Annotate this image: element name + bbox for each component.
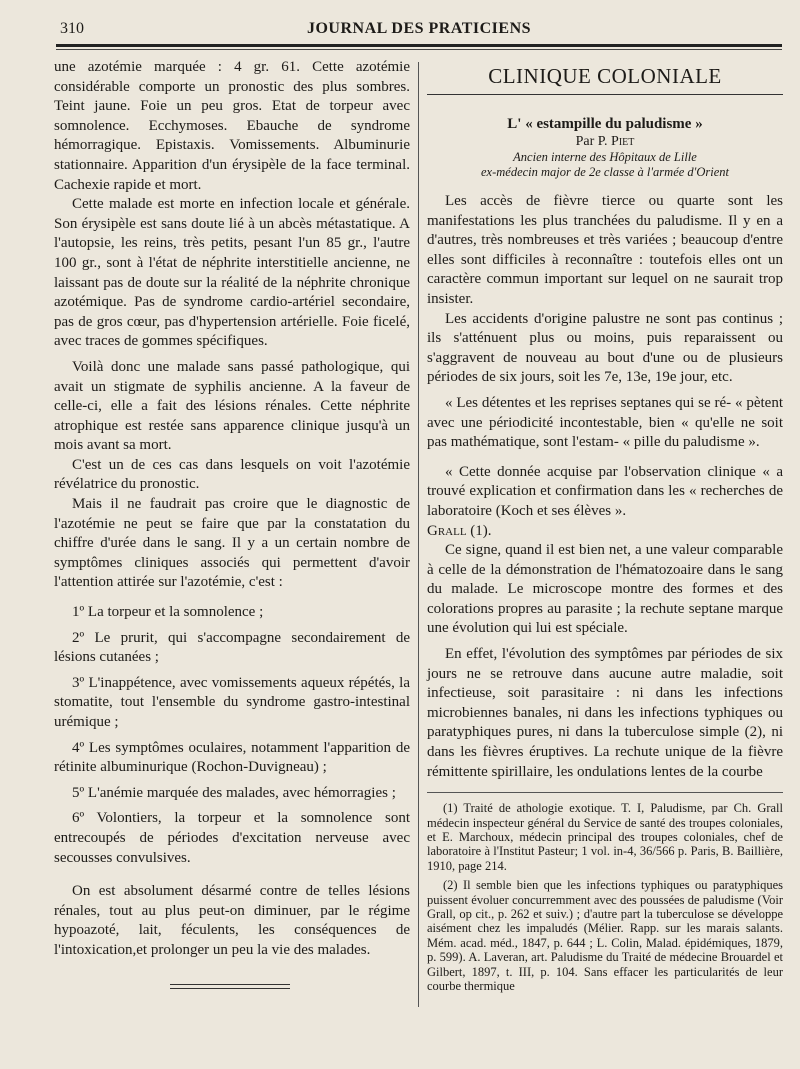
left-paragraph-6: On est absolument désarmé contre de telles lésions rénales, tout au plus peut-on diminuer, par le régime hypoazoté, lait, féculents, les conséquences de l'intoxication,et prolonger un peu la vie des malades. xyxy=(54,883,410,958)
left-column xyxy=(54,58,410,961)
column-divider xyxy=(418,62,419,1007)
right-paragraph-3: Ce signe, quand il est bien net, a une valeur comparable à celle de la démonstration de l'hématozoaire dans le sang du malade. Le microscope montre des formes et des colorations propres au parasite ; la rechute septane marque une évolution qui lui est spéciale. xyxy=(427,542,783,637)
section-underline xyxy=(427,94,783,95)
footnote-2: (2) Il semble bien que les infections typhiques ou paratyphiques puissent évoluer concurremment avec des poussées de paludisme (Voir Grall, op cit., p. 262 et suiv.) ; d'autre part la tuberculose se développe aisément chez les impaludés (Mélier. Rapp. sur les marais salants. Mém. acad. méd., 1847, p. 644 ; L. Colin, Malad. épidémiques, 1879, p. 599). A. Laveran, art. Paludisme du Traité de médecine Brouardel et Gilbert, 1897, t. III, p. 104. Sans effacer les particularités de leur courbe thermique xyxy=(427,878,783,994)
right-column xyxy=(427,58,783,994)
left-paragraph-3: Voilà donc une malade sans passé pathologique, qui avait un stigmate de syphilis ancienne. A la faveur de celle-ci, elle a fait des lésions rénales. Cette néphrite atrophique est restée sans apparence clinique jusqu'à un mois avant sa mort. xyxy=(54,358,410,454)
page-header xyxy=(60,16,778,46)
end-rule-2 xyxy=(170,988,290,989)
end-rule xyxy=(170,984,290,985)
quote-2: « Cette donnée acquise par l'observation clinique « a trouvé explication et confirmation dans les « recherches de laboratoire (Koch et ses élèves ». xyxy=(427,463,783,519)
list-item: 1º La torpeur et la somnolence ; xyxy=(72,604,264,621)
list-item: 4º Les symptômes oculaires, notamment l'apparition de rétinite albuminurique (Rochon-Duvigneau) ; xyxy=(54,739,410,776)
right-paragraph-1: Les accès de fièvre tierce ou quarte sont les manifestations les plus tranchées du paludisme. Il y en a d'autres, très nombreuses et très variées ; beaucoup d'entre elles sont difficiles à reconnaître : toutefois elles ont un caractère commun important sur lequel on ne saurait trop insister. xyxy=(427,193,783,307)
left-paragraph-5: Mais il ne faudrait pas croire que le diagnostic de l'azotémie ne peut se faire que par la constatation du chiffre d'urée dans le sang. Il y a un certain nombre de symptômes cliniques associés qui permettent d'avoir l'attention attirée sur l'azotémie, c'est : xyxy=(54,496,410,591)
list-item: 2º Le prurit, qui s'accompagne secondairement de lésions cutanées ; xyxy=(54,629,410,666)
header-rule-thin xyxy=(56,49,782,50)
left-paragraph-1: une azotémie marquée : 4 gr. 61. Cette azotémie considérable comporte un pronostic des plus sombres. Teint jaune. Foie un peu gros. Etat de torpeur avec somnolence. Ecchymoses. Ebauche de syndrome hémorragique. Epistaxis. Vomissements. Albuminurie stationnaire. Apparition d'un érysipèle de la face terminal. Cachexie rapide et mort. xyxy=(54,59,410,193)
list-item: 3º L'inappétence, avec vomissements aqueux répétés, la stomatite, tout l'ensemble du syndrome gastro-intestinal urémique ; xyxy=(54,674,410,730)
byline xyxy=(427,133,783,150)
quote-1: « Les détentes et les reprises septanes qui se ré- « pètent avec une périodicité incontestable, bien « qu'elle ne soit pas mathématique, sont l'estam- « pille du paludisme ». xyxy=(427,394,783,451)
right-paragraph-4: En effet, l'évolution des symptômes par périodes de six jours ne se retrouve dans aucune autre maladie, soit infectieuse, soit parasitaire : ni dans les infections microbiennes banales, ni dans les infections typhiques ou paratyphiques pures, ni dans la tuberculose simple (2), ni dans les fièvres éruptives. La rechute unique de la fièvre rémittente spirillaire, les ondulations lentes de la courbe xyxy=(427,646,783,780)
footnote-1: (1) Traité de athologie exotique. T. I, Paludisme, par Ch. Grall médecin inspecteur général du Service de santé des troupes coloniales, et E. Marchoux, médecin principal des troupes coloniales, chef de laboratoire à l'Institut Pasteur; 1 vol. in-4, 36/566 p. Paris, B. Baillière, 1910, page 214. xyxy=(427,801,783,873)
section-title: CLINIQUE COLONIALE xyxy=(488,64,722,88)
header-rule xyxy=(56,44,782,47)
footnote-rule xyxy=(427,792,783,793)
page-number: 310 xyxy=(60,20,84,37)
journal-title: JOURNAL DES PRATICIENS xyxy=(306,20,532,37)
author-affiliation-2: ex-médecin major de 2e classe à l'armée d'Orient xyxy=(481,165,729,179)
left-paragraph-2: Cette malade est morte en infection locale et générale. Son érysipèle est sans doute lié à un abcès métastatique. A l'autopsie, les reins, très petits, pesant l'un 85 gr., l'autre 100 gr., sont à l'état de néphrite interstitielle ancienne, ne laissant pas de doute sur la réalité de la néphrite chronique azotémique. Pas de syndrome cardio-artériel secondaire, pas de gros cœur, pas d'hypertension artérielle. Foie ficelé, avec traces de gommes spécifiques. xyxy=(54,196,410,350)
left-paragraph-4: C'est un de ces cas dans lesquels on voit l'azotémie révélatrice du pronostic. xyxy=(54,456,410,493)
list-item: 5º L'anémie marquée des malades, avec hémorragies ; xyxy=(72,784,396,801)
byline-prefix: Par P. xyxy=(575,134,612,149)
article-title: L' « estampille du paludisme » xyxy=(507,116,703,132)
quote-author: Grall (1). xyxy=(427,522,492,539)
list-item: 6º Volontiers, la torpeur et la somnolence sont entrecoupés de périodes d'excitation nerveuse avec secousses convulsives. xyxy=(54,810,410,866)
author-name: Piet xyxy=(611,134,635,149)
author-affiliation-1: Ancien interne des Hôpitaux de Lille xyxy=(513,150,697,164)
right-paragraph-2: Les accidents d'origine palustre ne sont pas continus ; ils s'atténuent plus ou moins, puis reparaissent ou s'aggravent de nouveau au bout d'une ou de plusieurs périodes de six jours, soit les 7e, 13e, 19e jour, etc. xyxy=(427,310,783,386)
